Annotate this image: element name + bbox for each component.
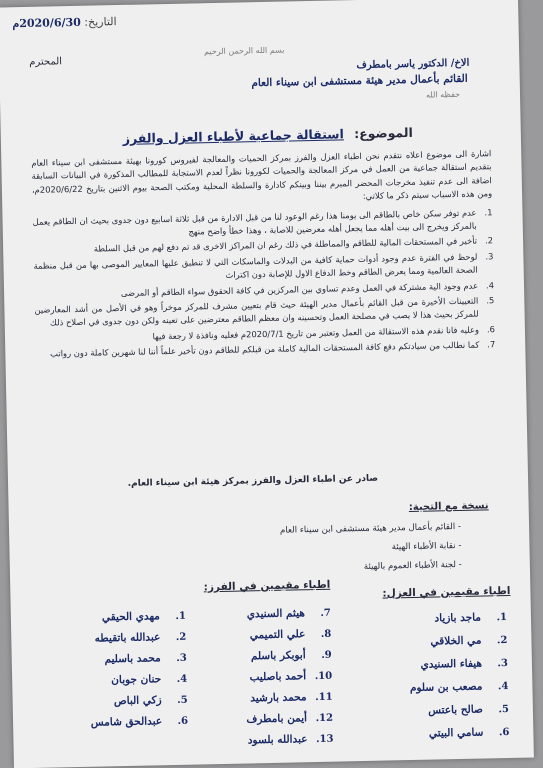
reasons-list bbox=[32, 206, 495, 362]
list-item: 2.عبدالله باتقيطه bbox=[94, 631, 187, 645]
list-item: 2. تأخير في المستحقات المالية للطاقم والمماطلة في ذلك رغم ان المراكز الاخرى قد تم دفع لهم من قبل السلطة bbox=[93, 235, 494, 255]
list-item: 3.هيفاء السنيدي bbox=[420, 657, 509, 671]
list-item: - القائم بأعمال مدير هيئة مستشفى ابن سيناء العام bbox=[280, 518, 461, 541]
list-item: 3.محمد باسليم bbox=[104, 652, 187, 666]
copies-list bbox=[280, 518, 462, 579]
date-field bbox=[12, 15, 116, 30]
list-item: 1. عدم توفر سكن خاص بالطاقم الى يومنا هذا رغم الوعود لنا من قبل الادارة من قبل ثلاثة اسابيع دون جدوى بحيث ان الطاقم يعمل بالمركز ويخرج الى بيت أهله مما يجعل أهله معرضين للاصابة ، وهذا خطأ واضح منهج bbox=[32, 206, 493, 237]
list-item: 9.أبوبكر باسلم bbox=[250, 649, 332, 663]
list-item: 10.أحمد باصليب bbox=[249, 670, 333, 684]
list-item: 4.حنان جوبان bbox=[111, 673, 188, 687]
list-item: - لجنة الأطباء العموم بالهيئة bbox=[281, 556, 462, 579]
honorific: المحترم bbox=[29, 56, 63, 68]
list-item: 11.محمد بارشيد bbox=[250, 691, 333, 705]
list-item: 7.هيثم السنيدي bbox=[246, 607, 331, 621]
date-label: التاريخ: bbox=[84, 15, 117, 29]
list-item: 1.مهدي الحيقي bbox=[101, 610, 186, 624]
list-item: - نقابة الأطباء الهيئة bbox=[280, 537, 461, 560]
list-item: 4.مصعب بن سلوم bbox=[409, 680, 509, 695]
addressee-greeting: حفظه الله bbox=[425, 89, 461, 100]
list-item: 2.مي الخلاقي bbox=[430, 634, 508, 648]
list-item: 8.علي التميمي bbox=[249, 628, 332, 642]
date-value: 2020/6/30م bbox=[12, 15, 81, 31]
triage-list-left bbox=[88, 604, 188, 732]
triage-list-right bbox=[244, 601, 334, 750]
triage-heading: اطباء مقيمين في الفرز: bbox=[203, 578, 331, 594]
isolation-heading: اطباء مقيمين في العزل: bbox=[382, 584, 511, 600]
list-item: 12.أيمن بامطرف bbox=[246, 712, 334, 726]
isolation-list bbox=[408, 605, 509, 745]
subject-title: استقالة جماعية لأطباء العزل والفرز bbox=[122, 126, 344, 146]
letter-body bbox=[31, 147, 495, 363]
intro-paragraph: اشارة الى موضوع اعلاه نتقدم نحن اطباء العزل والفرز بمركز الحميات والمعالجة لفيروس كورونا بهيئة مستشفى ابن سيناء العام بتقديم استقالة جماعية من العمل في مركز المعالجة والحميات لكورونا نظراً لعدم الاستجابة للمطالب المذكورة في البيانات السابقة اضافة الى عدم تنفيذ مخرجات المحضر المبرم بيننا وبينكم كادارة والسلطة المحلية ومكتب الصحة بيوم الاثنين بتاريخ 2020/6/22م، ومن هذه الاسباب سيتم ذكر ما كلاتي: bbox=[31, 148, 493, 202]
list-item: 5.صالح باعتس bbox=[428, 703, 510, 717]
copies-heading: نسخة مع التحية: bbox=[408, 500, 489, 514]
subject-line bbox=[123, 125, 413, 146]
list-item: 13.عبدالله بلسود bbox=[247, 733, 334, 747]
bismillah: بسم الله الرحمن الرحيم bbox=[203, 45, 285, 57]
issuer-line: صادر عن اطباء العزل والفرز بمركز هيئة ابن سيناء العام. bbox=[127, 473, 379, 489]
list-item: 4. عدم وجود الية مشتركة في العمل وعدم تساوي بين المركزين في كافة الحقوق سواء الطاقم أو المرضى bbox=[120, 279, 495, 298]
list-item: 7. كما نطالب من سيادتكم دفع كافة المستحقات المالية كاملة من قبلكم للطاقم دون تأخير علماً أننا لنا شهرين كاملة دون رواتب bbox=[49, 339, 496, 359]
addressee-title: القائم بأعمال مدير هيئة مستشفى ابن سيناء العام bbox=[251, 72, 468, 90]
list-item: 5.زكي الباص bbox=[113, 694, 188, 708]
list-item: 1.ماجد بازياد bbox=[434, 611, 508, 625]
list-item: 6. وعليه فانا نقدم هذه الاستقالة من العمل وتعتبر من تاريخ 2020/7/1م فعليه ونافذة لا رجعة فيها bbox=[152, 324, 496, 342]
subject-label: الموضوع: bbox=[353, 124, 413, 142]
list-item: 3. لوحظ في الفترة عدم وجود أدوات حماية كافية من البدلات والماسكات التي لا تنطبق عليها المعايير الموصى بها من قبل منظمة الصحة العالمية ومما يعرض الطاقم وخط الدفاع الاول للإصابة دون اكتراث bbox=[33, 251, 494, 281]
list-item: 5. التعيينات الأخيرة من قبل القائم بأعمال مدير الهيئة حيث قام بتعيين مشرف للمركز موخراً وهو في الأصل من أشد المعارضين للمركز بحيث هذا لا يصب في مصلحة العمل وتحسينه وان معظم الطاقم معترضين على تعينه ولكن دون جدوى في اصلاح ذلك bbox=[34, 295, 495, 328]
list-item: 6.سامي البيتي bbox=[428, 726, 510, 740]
addressee-name: الاخ/ الدكتور ياسر بامطرف bbox=[356, 57, 470, 72]
list-item: 6.عبدالحق شامس bbox=[90, 715, 189, 729]
